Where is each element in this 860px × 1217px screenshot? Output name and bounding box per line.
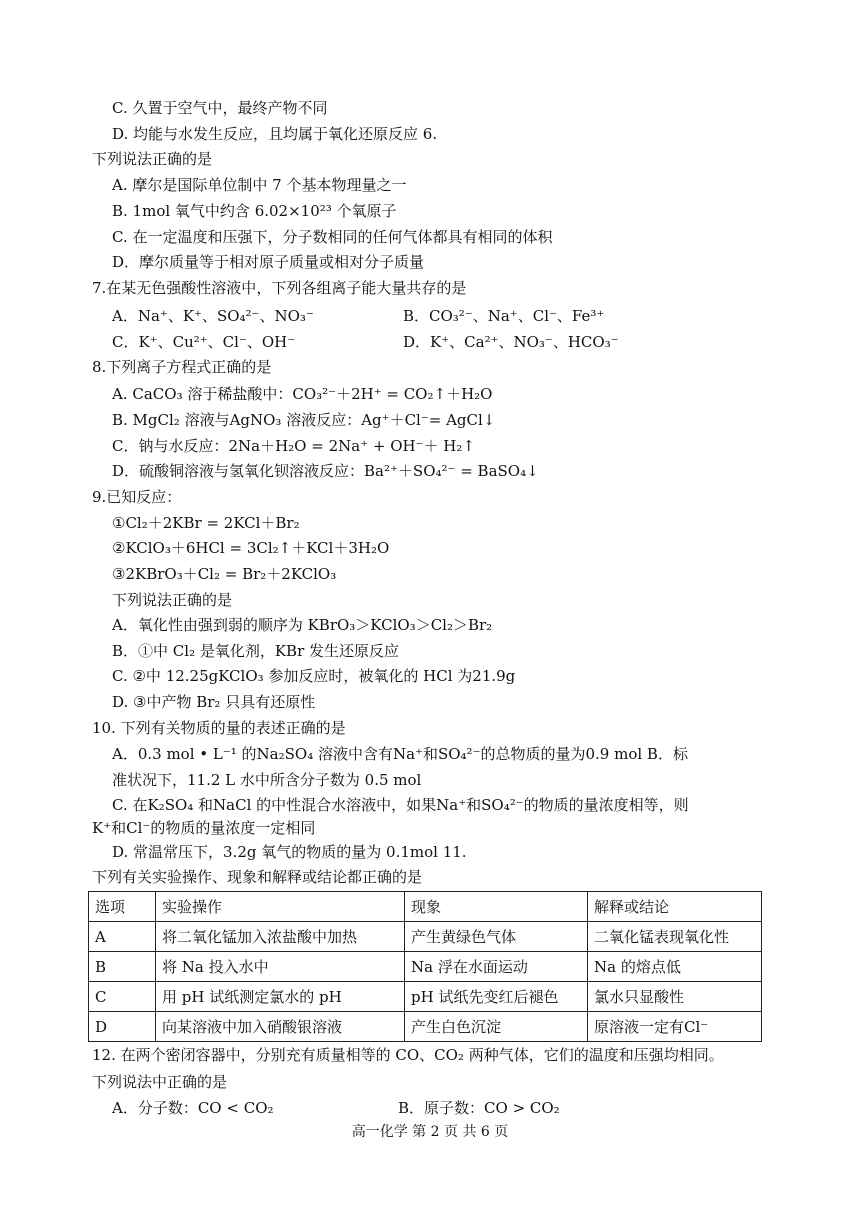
table-cell: Na 浮在水面运动 bbox=[405, 952, 588, 982]
q6-option-b: B. 1mol 氧气中约含 6.02×10²³ 个氧原子 bbox=[112, 202, 397, 220]
q12-option-a: A．分子数：CO < CO₂ bbox=[112, 1099, 274, 1117]
table-cell: 原溶液一定有Cl⁻ bbox=[588, 1012, 762, 1042]
q10-option-a: A．0.3 mol • L⁻¹ 的Na₂SO₄ 溶液中含有Na⁺和SO₄²⁻的总物质的量为0.9 mol B．标 bbox=[112, 745, 688, 763]
table-cell: 用 pH 试纸测定氯水的 pH bbox=[156, 982, 405, 1012]
table-row bbox=[89, 1012, 762, 1042]
q8-option-c: C．钠与水反应：2Na＋H₂O = 2Na⁺ + OH⁻＋ H₂↑ bbox=[112, 437, 475, 455]
q6-option-c: C. 在一定温度和压强下，分子数相同的任何气体都具有相同的体积 bbox=[112, 228, 553, 246]
table-cell: C bbox=[89, 982, 156, 1012]
table-cell: 氯水只显酸性 bbox=[588, 982, 762, 1012]
table-cell: pH 试纸先变红后褪色 bbox=[405, 982, 588, 1012]
q10-stem: 10. 下列有关物质的量的表述正确的是 bbox=[92, 719, 346, 737]
q9-question: 下列说法正确的是 bbox=[112, 591, 233, 609]
table-header: 解释或结论 bbox=[588, 892, 762, 922]
q5-option-c: C. 久置于空气中，最终产物不同 bbox=[112, 99, 328, 117]
q9-reaction-2: ②KClO₃＋6HCl = 3Cl₂↑＋KCl＋3H₂O bbox=[112, 539, 390, 557]
table-header: 选项 bbox=[89, 892, 156, 922]
q8-option-d: D．硫酸铜溶液与氢氧化钡溶液反应：Ba²⁺＋SO₄²⁻ = BaSO₄↓ bbox=[112, 462, 539, 480]
q7-stem: 7.在某无色强酸性溶液中，下列各组离子能大量共存的是 bbox=[92, 279, 467, 297]
q12-stem: 12. 在两个密闭容器中，分别充有质量相等的 CO、CO₂ 两种气体，它们的温度和压强均相同。 bbox=[92, 1046, 724, 1064]
q5-option-d: D. 均能与水发生反应，且均属于氧化还原反应 6. bbox=[112, 125, 438, 143]
table-header-row bbox=[89, 892, 762, 922]
q10-option-d: D. 常温常压下，3.2g 氧气的物质的量为 0.1mol 11. bbox=[112, 843, 467, 861]
q8-option-b: B. MgCl₂ 溶液与AgNO₃ 溶液反应：Ag⁺＋Cl⁻= AgCl↓ bbox=[112, 411, 496, 429]
experiment-table bbox=[88, 891, 762, 1042]
table-cell: Na 的熔点低 bbox=[588, 952, 762, 982]
q6-option-a: A. 摩尔是国际单位制中 7 个基本物理量之一 bbox=[112, 176, 407, 194]
table-cell: 将 Na 投入水中 bbox=[156, 952, 405, 982]
table-row bbox=[89, 922, 762, 952]
q11-stem: 下列有关实验操作、现象和解释或结论都正确的是 bbox=[92, 868, 423, 886]
table-cell: 二氧化锰表现氧化性 bbox=[588, 922, 762, 952]
q7-option-d: D．K⁺、Ca²⁺、NO₃⁻、HCO₃⁻ bbox=[403, 333, 619, 351]
q12-option-b: B．原子数：CO > CO₂ bbox=[398, 1099, 560, 1117]
q9-option-a: A．氧化性由强到弱的顺序为 KBrO₃＞KClO₃＞Cl₂＞Br₂ bbox=[112, 616, 493, 634]
table-cell: 向某溶液中加入硝酸银溶液 bbox=[156, 1012, 405, 1042]
table-header: 实验操作 bbox=[156, 892, 405, 922]
table-cell: D bbox=[89, 1012, 156, 1042]
q9-option-d: D. ③中产物 Br₂ 只具有还原性 bbox=[112, 693, 316, 711]
q7-option-c: C．K⁺、Cu²⁺、Cl⁻、OH⁻ bbox=[112, 333, 296, 351]
q8-option-a: A. CaCO₃ 溶于稀盐酸中：CO₃²⁻＋2H⁺ = CO₂↑＋H₂O bbox=[112, 385, 493, 403]
table-cell: 将二氧化锰加入浓盐酸中加热 bbox=[156, 922, 405, 952]
table-cell: 产生白色沉淀 bbox=[405, 1012, 588, 1042]
page-footer: 高一化学 第 2 页 共 6 页 bbox=[351, 1124, 509, 1140]
q6-option-d: D．摩尔质量等于相对原子质量或相对分子质量 bbox=[112, 253, 425, 271]
q9-reaction-3: ③2KBrO₃＋Cl₂ = Br₂＋2KClO₃ bbox=[112, 565, 337, 583]
table-header: 现象 bbox=[405, 892, 588, 922]
table-row bbox=[89, 982, 762, 1012]
table-row bbox=[89, 952, 762, 982]
q9-option-b: B．①中 Cl₂ 是氧化剂，KBr 发生还原反应 bbox=[112, 642, 400, 660]
table-cell: A bbox=[89, 922, 156, 952]
q12-question: 下列说法中正确的是 bbox=[92, 1073, 228, 1091]
table-cell: B bbox=[89, 952, 156, 982]
table-cell: 产生黄绿色气体 bbox=[405, 922, 588, 952]
q10-option-c-cont: K⁺和Cl⁻的物质的量浓度一定相同 bbox=[92, 819, 316, 837]
q8-stem: 8.下列离子方程式正确的是 bbox=[92, 358, 272, 376]
q6-stem: 下列说法正确的是 bbox=[92, 150, 213, 168]
q9-option-c: C. ②中 12.25gKClO₃ 参加反应时，被氧化的 HCl 为21.9g bbox=[112, 667, 516, 685]
q9-reaction-1: ①Cl₂＋2KBr = 2KCl＋Br₂ bbox=[112, 514, 300, 532]
q9-stem: 9.已知反应： bbox=[92, 488, 182, 506]
q10-option-c: C. 在K₂SO₄ 和NaCl 的中性混合水溶液中，如果Na⁺和SO₄²⁻的物质的量浓度相等，则 bbox=[112, 796, 689, 814]
q7-option-a: A．Na⁺、K⁺、SO₄²⁻、NO₃⁻ bbox=[112, 307, 314, 325]
q7-option-b: B．CO₃²⁻、Na⁺、Cl⁻、Fe³⁺ bbox=[403, 307, 605, 325]
q10-option-b-cont: 准状况下，11.2 L 水中所含分子数为 0.5 mol bbox=[112, 771, 422, 789]
